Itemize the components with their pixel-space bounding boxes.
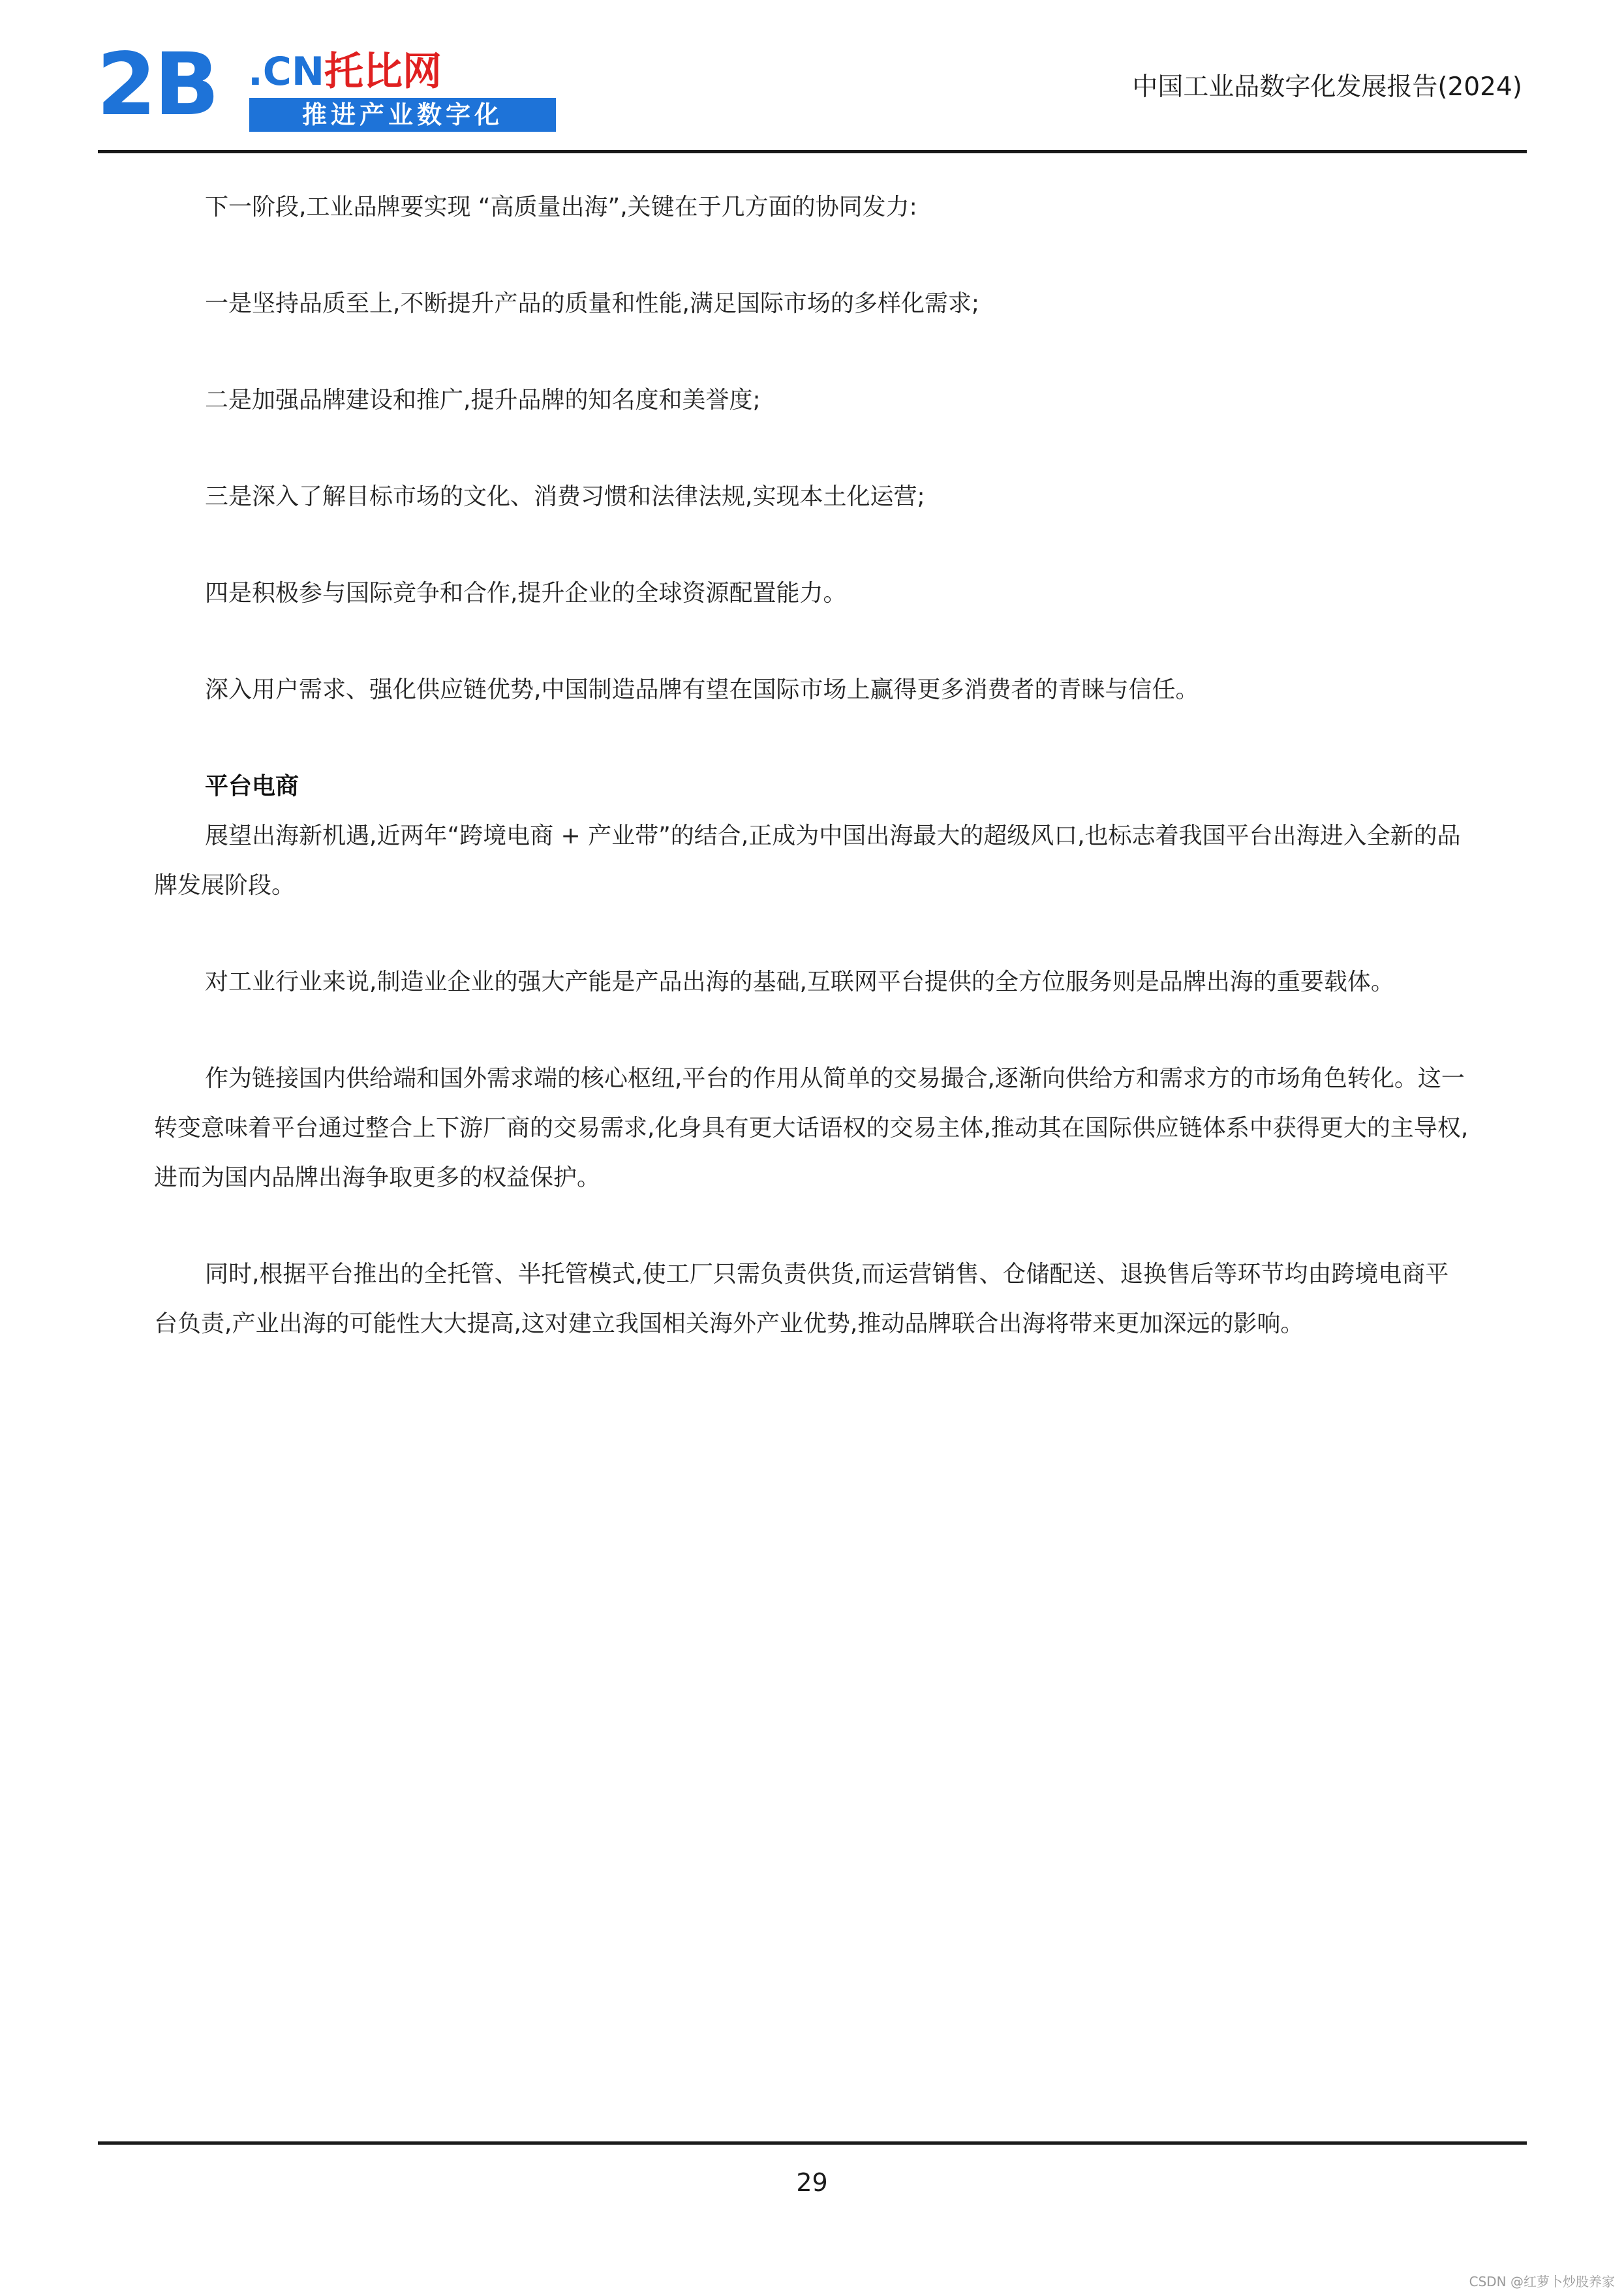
paragraph: 二是加强品牌建设和推广,提升品牌的知名度和美誉度;: [205, 387, 761, 414]
paragraph: 深入用户需求、强化供应链优势,中国制造品牌有望在国际市场上赢得更多消费者的青睐与信任。: [205, 676, 1199, 703]
page-number: 29: [796, 2168, 828, 2197]
logo-domain: .CN: [248, 49, 325, 95]
section-paragraph: 同时,根据平台推出的全托管、半托管模式,使工厂只需负责供货,而运营销售、仓储配送、退换售后等环节均由跨境电商平台负责,产业出海的可能性大大提高,这对建立我国相关海外产业优势,推动品牌联合出海将带来更加深远的影响。: [154, 1261, 1449, 1337]
logo-2b-mark: 2B: [97, 35, 217, 135]
footer-rule: [98, 2141, 1527, 2145]
section-heading: 平台电商: [205, 773, 299, 800]
paragraph: 三是深入了解目标市场的文化、消费习惯和法律法规,实现本土化运营;: [205, 483, 925, 510]
watermark: CSDN @红萝卜炒股养家: [1469, 2274, 1615, 2289]
paragraph: 四是积极参与国际竞争和合作,提升企业的全球资源配置能力。: [205, 580, 847, 607]
logo: [97, 35, 503, 135]
paragraph: 下一阶段,工业品牌要实现 “高质量出海”,关键在于几方面的协同发力:: [205, 194, 917, 220]
logo-wordmark: [248, 51, 442, 93]
report-title: 中国工业品数字化发展报告(2024): [1132, 72, 1522, 102]
section-paragraph: 展望出海新机遇,近两年“跨境电商 + 产业带”的结合,正成为中国出海最大的超级风口,也标志着我国平台出海进入全新的品牌发展阶段。: [154, 823, 1461, 899]
section-paragraph: 对工业行业来说,制造业企业的强大产能是产品出海的基础,互联网平台提供的全方位服务则是品牌出海的重要载体。: [205, 969, 1394, 995]
page-body: [154, 183, 1472, 1349]
logo-slogan: 推进产业数字化: [249, 98, 556, 132]
section-paragraph: 作为链接国内供给端和国外需求端的核心枢纽,平台的作用从简单的交易撮合,逐渐向供给方和需求方的市场角色转化。这一转变意味着平台通过整合上下游厂商的交易需求,化身具有更大话语权的交易主体,推动其在国际供应链体系中获得更大的主导权,进而为国内品牌出海争取更多的权益保护。: [154, 1065, 1469, 1191]
header-rule: [98, 150, 1527, 153]
logo-name: 托比网: [324, 49, 442, 95]
paragraph: 一是坚持品质至上,不断提升产品的质量和性能,满足国际市场的多样化需求;: [205, 290, 980, 317]
